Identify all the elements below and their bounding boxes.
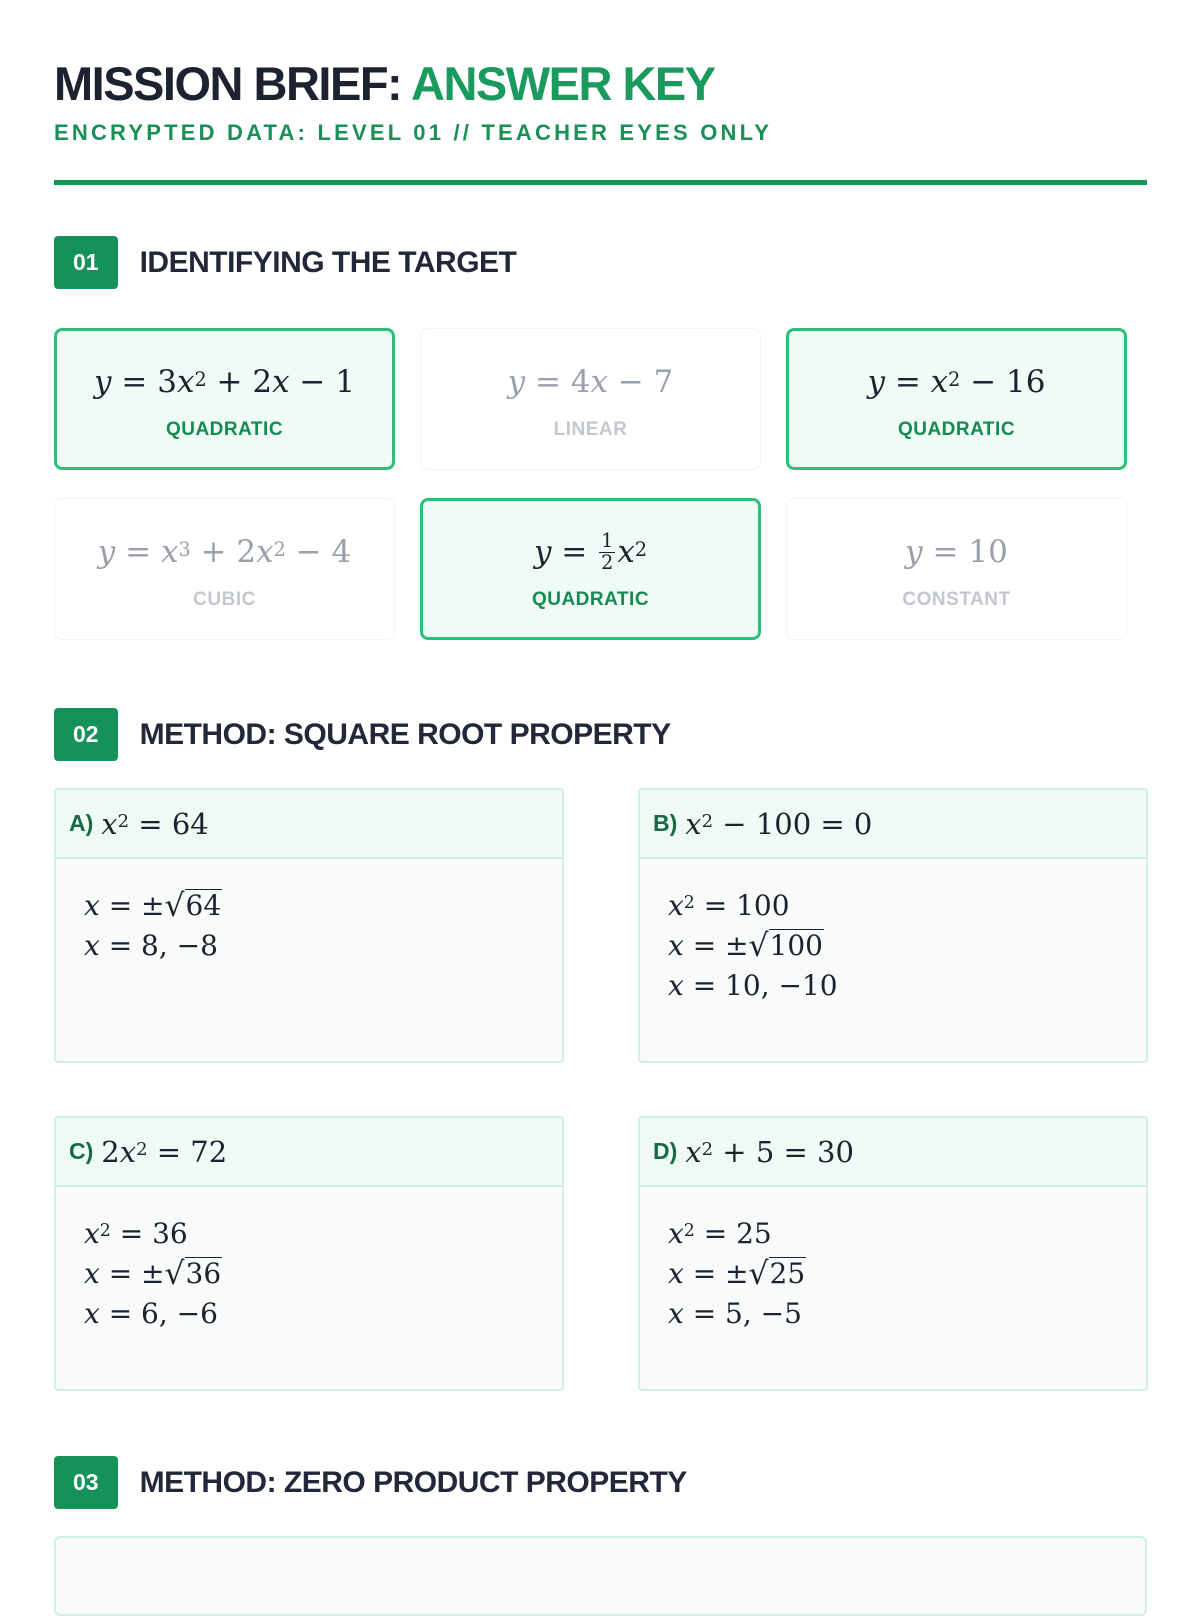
solution-step: x = ± √ 100: [668, 928, 823, 965]
solution-step: x = ± √ 36: [84, 1256, 222, 1293]
section-title: IDENTIFYING THE TARGET: [139, 245, 517, 279]
solution-step: x $^2$ = 25: [668, 1216, 772, 1250]
identify-card[interactable]: [786, 328, 1127, 470]
section-title: METHOD: SQUARE ROOT PROPERTY: [139, 717, 671, 751]
solution-step: x $^2$ = 36: [84, 1216, 188, 1250]
section-number-badge: 02: [54, 708, 118, 761]
zero-product-problem-card: [54, 1536, 1147, 1616]
problem-label: A): [69, 810, 94, 836]
solution-step: x = 6, −6: [84, 1296, 218, 1330]
identify-card[interactable]: [54, 328, 395, 470]
solution-step: x = 10, −10: [668, 968, 838, 1002]
title-dark: MISSION BRIEF:: [54, 57, 402, 110]
title-green: ANSWER KEY: [411, 57, 715, 110]
problem-header: A) x $^2$ = 64: [56, 790, 562, 859]
problem-solution: [640, 859, 1146, 1005]
card-equation: y = $\frac{1}{2}$ x $^2$: [533, 529, 648, 574]
identify-card[interactable]: [420, 498, 761, 640]
card-equation: y = x $^3$ + 2 x $^2$ − 4: [97, 534, 352, 570]
card-type-label: QUADRATIC: [897, 419, 1016, 440]
card-type-label: QUADRATIC: [165, 419, 284, 440]
problem-label: D): [653, 1138, 678, 1164]
solution-step: x = 5, −5: [668, 1296, 802, 1330]
problem-label: B): [653, 810, 678, 836]
section-01-header: [54, 236, 516, 289]
problem-card-d: [638, 1116, 1148, 1391]
section-number-badge: 03: [54, 1456, 118, 1509]
problem-card-c: [54, 1116, 564, 1391]
page-title: [54, 56, 715, 111]
solution-step: x $^2$ = 100: [668, 888, 790, 922]
card-type-label: LINEAR: [553, 419, 628, 440]
card-type-label: CUBIC: [193, 589, 256, 610]
problem-solution: [640, 1187, 1146, 1333]
problem-card-a: [54, 788, 564, 1063]
header-divider: [54, 180, 1147, 185]
card-type-label: CONSTANT: [902, 589, 1011, 610]
card-equation: y = 4 x − 7: [507, 364, 674, 400]
problem-solution: [56, 859, 562, 965]
problem-label: C): [69, 1138, 94, 1164]
solution-step: x = 8, −8: [84, 928, 218, 962]
solution-step: x = ± √ 25: [668, 1256, 806, 1293]
section-03-header: [54, 1456, 687, 1509]
problem-solution: [56, 1187, 562, 1333]
card-equation: y = 10: [905, 534, 1008, 570]
problem-card-b: [638, 788, 1148, 1063]
card-equation: y = 3 x $^2$ + 2 x − 1: [94, 364, 355, 400]
identify-card[interactable]: [786, 498, 1127, 640]
card-type-label: QUADRATIC: [531, 589, 650, 610]
problem-header: D) x $^2$ + 5 = 30: [640, 1118, 1146, 1187]
section-02-header: [54, 708, 671, 761]
problem-header: C) 2 x $^2$ = 72: [56, 1118, 562, 1187]
problem-header: B) x $^2$ − 100 = 0: [640, 790, 1146, 859]
identify-card[interactable]: [54, 498, 395, 640]
section-title: METHOD: ZERO PRODUCT PROPERTY: [139, 1465, 687, 1499]
identify-card[interactable]: [420, 328, 761, 470]
section-number-badge: 01: [54, 236, 118, 289]
solution-step: x = ± √ 64: [84, 888, 222, 925]
card-equation: y = x $^2$ − 16: [867, 364, 1046, 400]
page-subtitle: ENCRYPTED DATA: LEVEL 01 // TEACHER EYES ONLY: [54, 120, 773, 145]
